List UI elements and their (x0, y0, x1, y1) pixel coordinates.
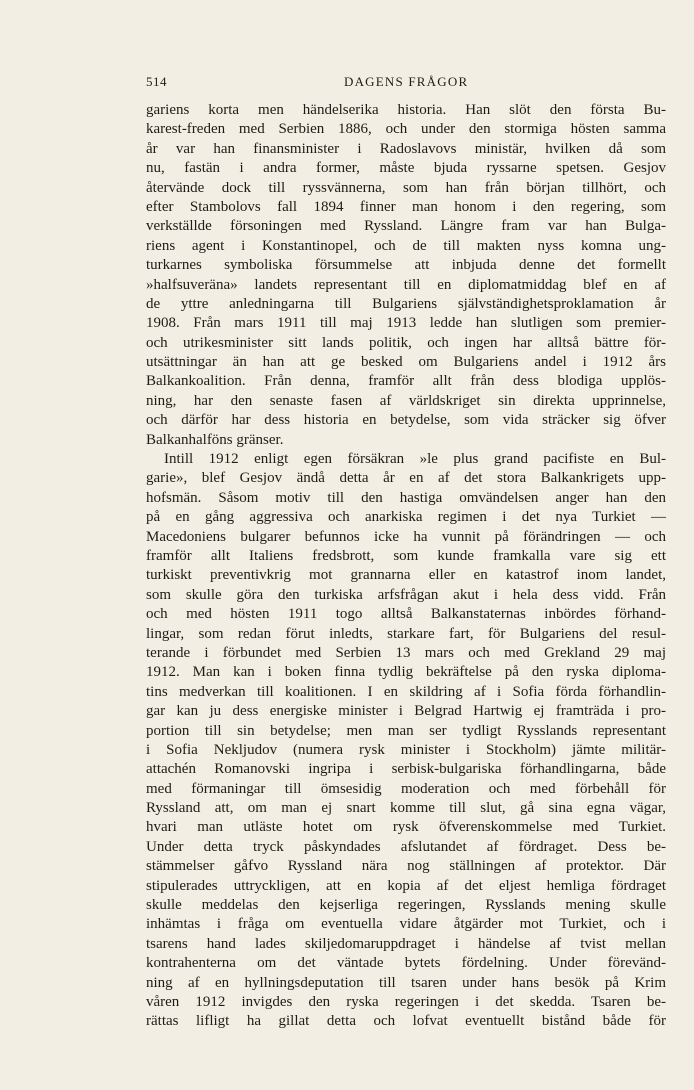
text-line: turkarnes symboliska försummelse att inbjuda denne det formellt (146, 257, 666, 274)
text-line: 1908. Från mars 1911 till maj 1913 ledde han slutligen som premier- (146, 315, 666, 332)
text-line: de yttre anledningarna till Bulgariens självständighetsproklamation år (146, 295, 666, 312)
text-line: och utrikesminister sitt lands politik, och ingen har alltså bättre för- (146, 334, 666, 351)
text-line: hofsmän. Såsom motiv till den hastiga omvändelsen anger han den (146, 489, 666, 506)
text-line: i Sofia Nekljudov (numera rysk minister i Stockholm) jämte militär- (146, 741, 666, 758)
text-line: Intill 1912 enligt egen försäkran »le plus grand pacifiste en Bul- (164, 451, 666, 468)
text-line: Ryssland att, om man ej snart komme till slut, gå sina egna vägar, (146, 800, 666, 817)
text-line: ning af en hyllningsdeputation till tsaren under hans besök på Krim (146, 974, 666, 991)
text-line: stämmelser gåfvo Ryssland nära nog ställningen af protektor. Där (146, 858, 666, 875)
page-number: 514 (146, 74, 167, 89)
text-line: Macedoniens bulgarer befunnos icke ha vunnit på förändringen — och (146, 528, 666, 545)
text-line: kontrahenterna om det väntade bytets fördelning. Under förevänd- (146, 955, 666, 972)
page-header (146, 74, 666, 96)
running-head: DAGENS FRÅGOR (344, 74, 469, 89)
text-line: Balkankoalition. Från denna, framför allt från dess blodiga upplös- (146, 373, 666, 390)
text-line: karest-freden med Serbien 1886, och under den stormiga hösten samma (146, 121, 666, 138)
text-line: verkställde försoningen med Ryssland. Längre fram var han Bulga- (146, 218, 666, 235)
text-line: nu, fastän i andra former, måste bjuda ryssarne spetsen. Gesjov (146, 160, 666, 177)
text-line: lingar, som redan förut inledts, starkare fart, för Bulgariens del resul- (146, 625, 666, 642)
text-line: gar kan ju dess energiske minister i Belgrad Hartwig ej framträda i pro- (146, 703, 666, 720)
text-line: Balkanhalföns gränser. (146, 431, 284, 448)
text-line: »halfsuveräna» landets representant till en diplomatmiddag blef en af (146, 276, 666, 293)
text-line: attachén Romanovski ingripa i serbisk-bulgariska förhandlingarna, både (146, 761, 666, 778)
text-line: som skulle göra den turkiska arfsfrågan akut i hela dess vidd. Från (146, 586, 666, 603)
text-line: efter Stambolovs fall 1894 finner man honom i den regering, som (146, 198, 666, 215)
text-line: skulle meddelas den kejserliga regeringen, Rysslands mening skulle (146, 897, 666, 914)
text-line: och med hösten 1911 togo alltså Balkanstaternas inbördes förhand- (146, 606, 666, 623)
text-line: riens agent i Konstantinopel, och de till makten nyss komna ung- (146, 237, 666, 254)
text-line: på en gång aggressiva och anarkiska regimen i det nya Turkiet — (146, 509, 666, 526)
text-line: med förmaningar till ömsesidig moderation och med förbehåll för (146, 780, 666, 797)
text-line: portion till sin betydelse; men man ser tydligt Rysslands representant (146, 722, 666, 739)
text-line: återvände dock till ryssvännerna, som han från början tillhört, och (146, 179, 666, 196)
text-line: 1912. Man kan i boken finna tydlig bekräftelse på den ryska diploma- (146, 664, 666, 681)
text-line: våren 1912 invigdes den ryska regeringen i det skedda. Tsaren be- (146, 993, 666, 1010)
text-line: Under detta tryck påskyndades afslutandet af fördraget. Dess be- (146, 838, 666, 855)
text-line: stipulerades uttryckligen, att en kopia af det eljest hemliga fördraget (146, 877, 666, 894)
text-line: hvari man utläste hotet om rysk öfverenskommelse med Turkiet. (146, 819, 666, 836)
text-line: år var han finansminister i Radoslavovs ministär, hvilken då som (146, 140, 666, 157)
body-text (146, 101, 666, 1032)
text-line: utsättningar än han att ge besked om Bulgariens andel i 1912 års (146, 354, 666, 371)
text-line: turkiskt preventivkrig mot grannarna eller en katastrof inom landet, (146, 567, 666, 584)
text-line: tsarens hand lades skiljedomaruppdraget i händelse af tvist mellan (146, 935, 666, 952)
text-line: garie», blef Gesjov ändå detta år en af det stora Balkankrigets upp- (146, 470, 666, 487)
text-line: gariens korta men händelserika historia. Han slöt den första Bu- (146, 102, 666, 118)
text-line: inhämtas i fråga om eventuella vidare åtgärder mot Turkiet, och i (146, 916, 666, 933)
text-line: och därför har dess historia en betydelse, som vida sträcker sig öfver (146, 412, 666, 429)
text-line: rättas lifligt ha gillat detta och lofvat eventuellt bistånd både för (146, 1013, 666, 1030)
text-line: framför allt Italiens fredsbrott, som kunde framkalla vare sig ett (146, 547, 666, 564)
text-line: terande i förbundet med Serbien 13 mars och med Grekland 29 maj (146, 644, 666, 661)
text-line: ning, har den senaste fasen af världskriget sin direkta upprinnelse, (146, 392, 666, 409)
text-line: tins medverkan till koalitionen. I en skildring af i Sofia förda förhandlin- (146, 683, 666, 700)
